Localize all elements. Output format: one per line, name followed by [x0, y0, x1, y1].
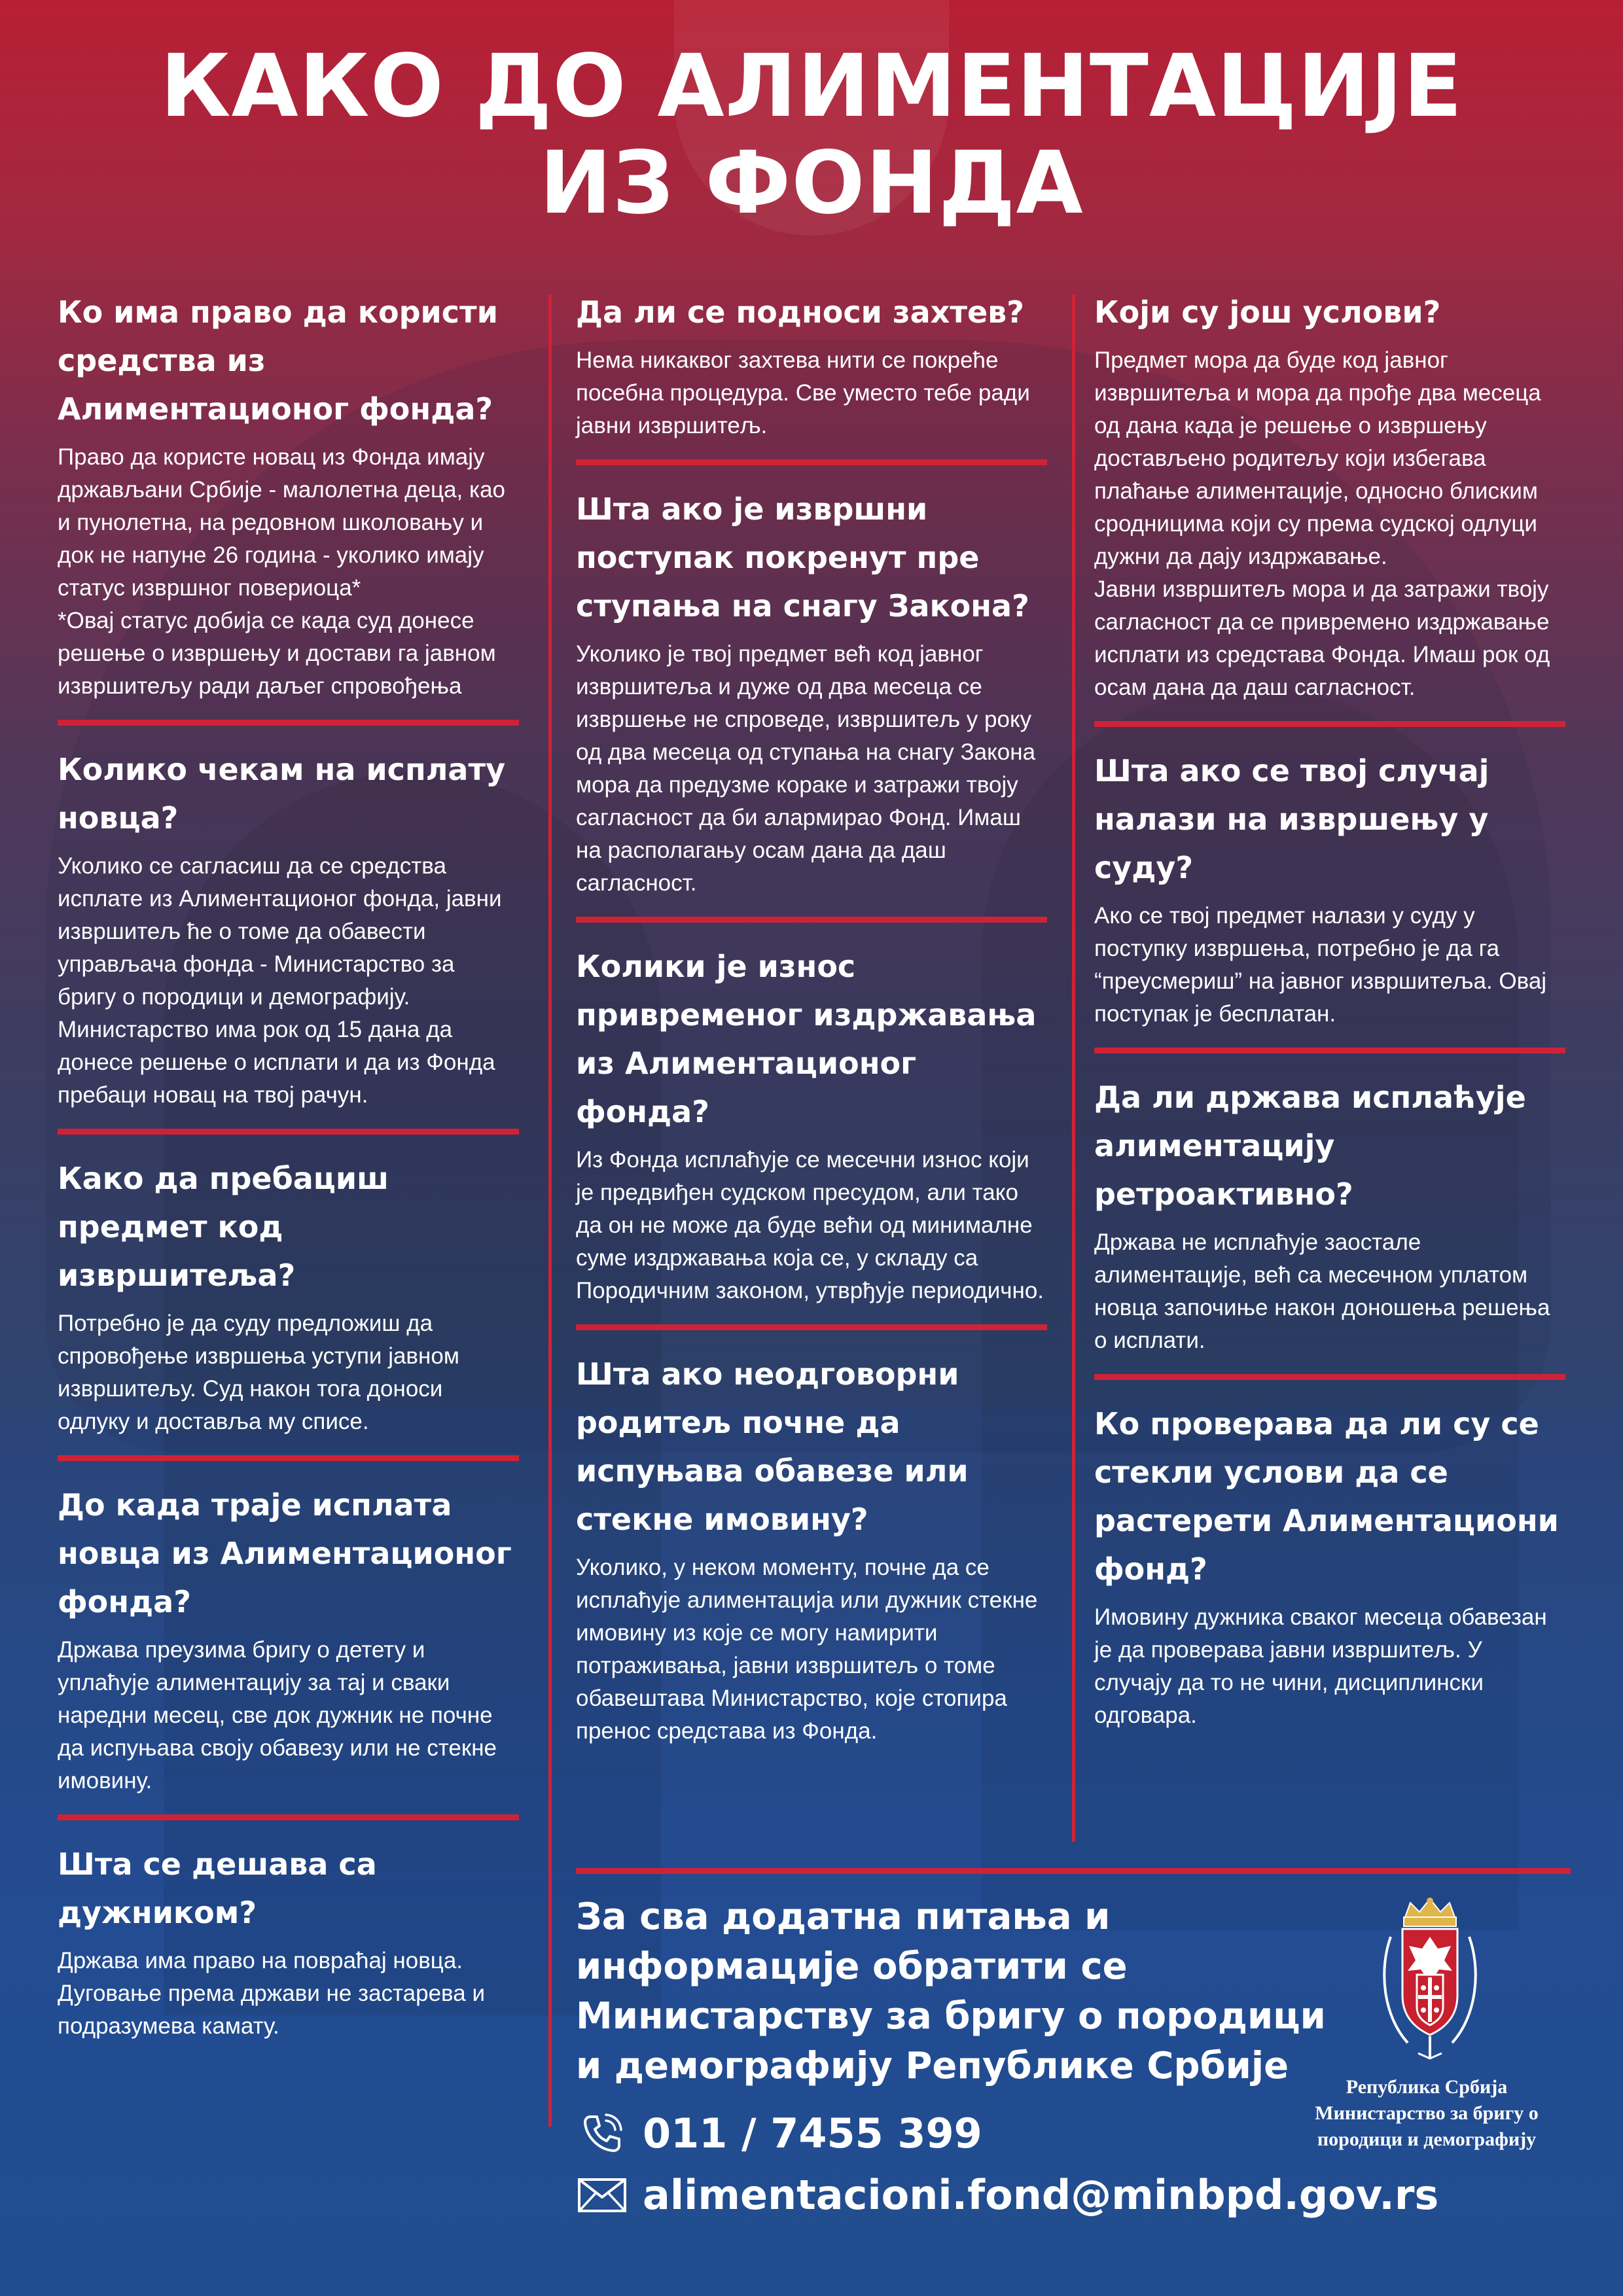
faq-section	[58, 1840, 519, 2043]
faq-section	[58, 288, 519, 703]
phone-icon	[576, 2113, 628, 2155]
section-divider	[58, 1129, 519, 1135]
phone-number-link[interactable]: 011 / 7455 399	[643, 2110, 982, 2157]
middle-column	[576, 288, 1047, 1748]
faq-section	[58, 1481, 519, 1797]
faq-text: Уколико је твој предмет већ код јавног извршитеља и дуже од два месеца се извршење не спроведе, извршитељ у року од два месеца од ступања на снагу Закона мора да предузме кораке и затражи твоју сагласност да би алармирао Фонд. Имаш на располагању осам дана да даш сагласност.	[576, 641, 1036, 896]
faq-text: Уколико, у неком моменту, почне да се исплаћује алиментација или дужник стекне имовину из које се могу намирити потраживања, јавни извршитељ о томе обавештава Министарство, које стопира пренос средстава из Фонда.	[576, 1555, 1038, 1744]
faq-heading: Ко има право да користи средства из Алиментационог фонда?	[58, 294, 498, 427]
title-line-2: ИЗ ФОНДА	[539, 133, 1084, 234]
faq-heading: Ко проверава да ли су се стекли услови да се растерети Алиментациони фонд?	[1094, 1406, 1559, 1587]
faq-section	[58, 1154, 519, 1438]
serbia-coat-of-arms-icon	[1364, 1898, 1495, 2061]
faq-section	[1094, 288, 1565, 704]
section-divider	[576, 917, 1047, 923]
faq-text: Из Фонда исплаћује се месечни износ који је предвиђен судском пресудом, али тако да он не може да буде већи од минималне суме издржавања која се, у складу са Породичним законом, утврђује периодично.	[576, 1147, 1044, 1303]
faq-section	[576, 942, 1047, 1307]
faq-text: Држава не исплаћује заостале алиментације, већ са месечном уплатом новца започиње након доношења решења о исплати.	[1094, 1229, 1550, 1353]
faq-text: Држава преузима бригу о детету и уплаћује алиментацију за тај и сваки наредни месец, све док дужник не почне да испуњава своју обавезу или не стекне имовину.	[58, 1637, 497, 1793]
faq-heading: Да ли држава исплаћује алиментацију ретроактивно?	[1094, 1080, 1526, 1212]
faq-text: Право да користе новац из Фонда имају држављани Србије - малолетна деца, као и пунолетна, на редовном школовању и док не напуне 26 година - уколико имају статус извршног повериоца* *Овај статус добија се када суд донесе решење о извршењу и достави га јавном извршитељу ради даљег спровођења	[58, 444, 506, 699]
contact-heading: За сва додатна питања и информације обратити се Министарству за бригу о породици и демографију Републике Србије	[576, 1896, 1326, 2087]
ministry-caption-line: породици и демографију	[1317, 2128, 1537, 2150]
faq-text: Држава има право на повраћај новца. Дуговање према држави не застарева и подразумева камату.	[58, 1948, 486, 2039]
faq-heading: До када траје исплата новца из Алиментационог фонда?	[58, 1487, 512, 1619]
page-title	[0, 38, 1623, 232]
section-divider	[576, 459, 1047, 465]
section-divider	[1094, 1374, 1565, 1380]
faq-section	[576, 485, 1047, 900]
ministry-caption-line: Република Србија	[1346, 2076, 1508, 2098]
faq-heading: Колики је износ привременог издржавања из Алиментационог фонда?	[576, 949, 1037, 1129]
section-divider	[576, 1324, 1047, 1330]
email-row	[576, 2170, 1571, 2221]
faq-section	[1094, 747, 1565, 1031]
faq-text: Уколико се сагласиш да се средства исплате из Алиментационог фонда, јавни извршитељ ће о томе да обавести управљача фонда - Министарство за бригу о породици и демографију. Министарство има рок од 15 дана да донесе решење о исплати и да из Фонда пребаци новац на твој рачун.	[58, 853, 502, 1108]
section-divider	[58, 720, 519, 726]
faq-heading: Шта ако је извршни поступак покренут пре ступања на снагу Закона?	[576, 491, 1029, 624]
faq-heading: Шта се дешава са дужником?	[58, 1846, 377, 1930]
section-divider	[1094, 721, 1565, 727]
left-column	[58, 288, 519, 2043]
column-divider	[548, 294, 552, 2127]
faq-section	[58, 745, 519, 1112]
faq-text: Предмет мора да буде код јавног извршитеља и мора да прође два месеца од дана када је решење о извршењу достављено родитељу који избегава плаћање алиментације, односно блиским сродницима који су према судској одлуци дужни да дају издржавање. Јавни извршитељ мора и да затражи твоју сагласност да се привремено издржавање исплати из средстава Фонда. Имаш рок од осам дана да даш сагласност.	[1094, 347, 1550, 700]
faq-heading: Који су још услови?	[1094, 294, 1441, 330]
faq-heading: Шта ако се твој случај налази на извршењу у суду?	[1094, 753, 1489, 885]
faq-section	[576, 288, 1047, 442]
faq-heading: Колико чекам на исплату новца?	[58, 752, 506, 836]
faq-text: Имовину дужника сваког месеца обавезан је да проверава јавни извршитељ. У случају да то не чини, дисциплински одговара.	[1094, 1604, 1547, 1728]
section-divider	[58, 1814, 519, 1820]
faq-text: Ако се твој предмет налази у суду у поступку извршења, потребно је да га “преусмериш” на јавног извршитеља. Овај поступак је бесплатан.	[1094, 903, 1547, 1027]
ministry-caption-line: Министарство за бригу о	[1315, 2102, 1539, 2124]
section-divider	[58, 1455, 519, 1461]
column-divider	[1072, 294, 1075, 1842]
faq-text: Нема никаквог захтева нити се покреће посебна процедура. Све уместо тебе ради јавни извршитељ.	[576, 347, 1030, 438]
faq-heading: Да ли се подноси захтев?	[576, 294, 1024, 330]
envelope-icon	[576, 2174, 628, 2216]
faq-section	[1094, 1400, 1565, 1732]
faq-section	[576, 1350, 1047, 1748]
title-line-1: КАКО ДО АЛИМЕНТАЦИЈЕ	[160, 36, 1463, 137]
right-column	[1094, 288, 1565, 1732]
faq-heading: Како да пребациш предмет код извршитеља?	[58, 1161, 389, 1293]
email-link[interactable]: alimentacioni.fond@minbpd.gov.rs	[643, 2171, 1439, 2219]
ministry-caption	[1283, 2074, 1571, 2153]
faq-heading: Шта ако неодговорни родитељ почне да испуњава обавезе или стекне имовину?	[576, 1356, 969, 1537]
section-divider	[576, 1868, 1571, 1874]
faq-section	[1094, 1073, 1565, 1357]
section-divider	[1094, 1048, 1565, 1053]
faq-text: Потребно је да суду предложиш да спровођење извршења уступи јавном извршитељу. Суд након тога доноси одлуку и доставља му списе.	[58, 1311, 459, 1434]
